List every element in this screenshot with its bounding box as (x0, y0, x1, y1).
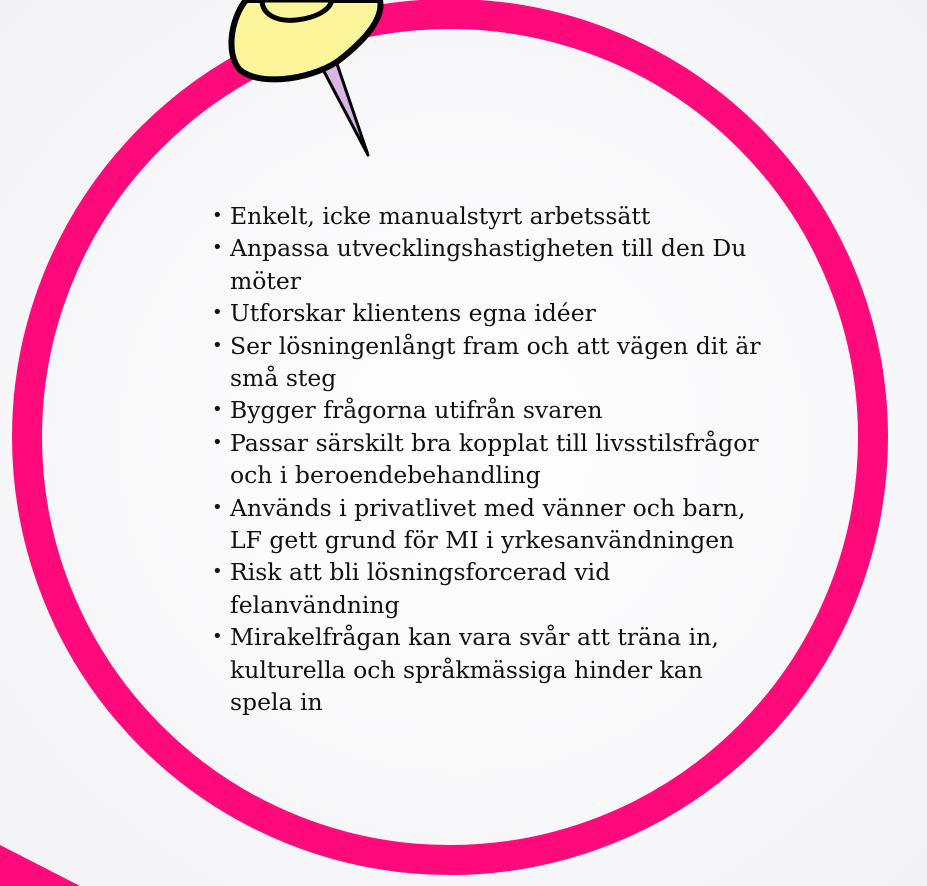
bullet-dot-icon: • (212, 302, 223, 324)
bullet-dot-icon: • (212, 399, 223, 421)
bullet-text: Utforskar klientens egna idéer (230, 299, 596, 328)
bullet-item (212, 427, 772, 492)
bullet-item (212, 394, 772, 426)
bullet-item (212, 330, 772, 395)
bullet-dot-icon: • (212, 431, 223, 453)
bullet-text: Anpassa utvecklingshastigheten till den Du möter (230, 234, 747, 295)
bullet-text: Används i privatlivet med vänner och barn, LF gett grund för MI i yrkesanvändningen (230, 493, 746, 555)
bullet-text: Bygger frågorna utifrån svaren (230, 396, 603, 425)
bullet-list (212, 200, 772, 719)
bullet-item (212, 297, 772, 329)
bullet-text: Risk att bli lösningsforcerad vid felanvändning (230, 558, 611, 619)
bullet-text: Enkelt, icke manualstyrt arbetssätt (230, 202, 651, 230)
bullet-item (212, 492, 772, 557)
bullet-dot-icon: • (212, 334, 223, 356)
bullet-item (212, 232, 772, 297)
bullet-item (212, 200, 772, 232)
bullet-dot-icon: • (212, 496, 223, 518)
bullet-item (212, 556, 772, 621)
bullet-dot-icon: • (212, 626, 223, 648)
bullet-text: Mirakelfrågan kan vara svår att träna in, kulturella och språkmässiga hinder kan spela in (230, 623, 719, 717)
bullet-text: Ser lösningenlångt fram och att vägen dit är små steg (230, 331, 761, 393)
bullet-dot-icon: • (212, 561, 223, 583)
bullet-dot-icon: • (212, 205, 223, 226)
bullet-dot-icon: • (212, 237, 223, 259)
bullet-item (212, 621, 772, 718)
bullet-text: Passar särskilt bra kopplat till livsstilsfrågor och i beroendebehandling (230, 428, 759, 490)
